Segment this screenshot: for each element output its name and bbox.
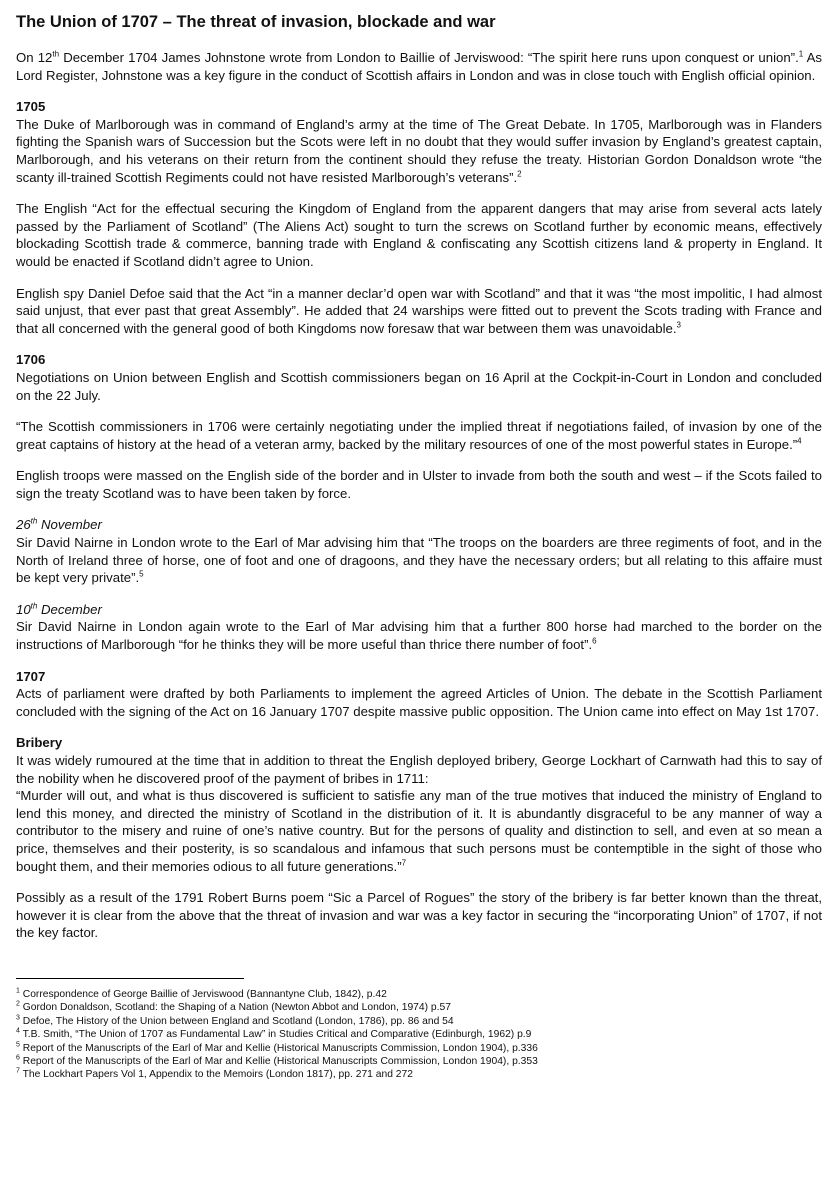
intro-text-b: December 1704 James Johnstone wrote from London to Baillie of Jerviswood: “The spirit here runs upon conquest or union”. [59, 50, 799, 65]
footnote-number: 6 [16, 1054, 20, 1062]
paragraph-1705-aliens-act: The English “Act for the effectual securing the Kingdom of England from the apparent dangers that may arise from several acts lately passed by the Parliament of Scotland” (The Aliens Act) sought to turn the screws on Scotland further by economic means, effectively blockading Scottish trade & commerce, banning trade with England & confiscating any Scottish citizens land & property in England. It would be enacted if Scotland didn’t agree to Union. [16, 201, 822, 269]
paragraph-1707-acts: Acts of parliament were drafted by both Parliaments to implement the agreed Articles of Union. The debate in the Scottish Parliament concluded with the signing of the Act on 16 January 1707 despite massive public opposition. The Union came into effect on May 1st 1707. [16, 686, 822, 719]
date-10-december [16, 601, 822, 619]
footnote-6 [16, 1055, 822, 1068]
footnote-number: 1 [16, 987, 20, 995]
footnote-2 [16, 1001, 822, 1014]
footnote-number: 7 [16, 1067, 20, 1075]
footnote-ref-3: 3 [676, 320, 681, 330]
date-day: 10 [16, 601, 31, 617]
date-day: 26 [16, 517, 31, 533]
footnote-5 [16, 1042, 822, 1055]
date-26-november [16, 516, 822, 534]
paragraph-text: Sir David Nairne in London again wrote to the Earl of Mar advising him that a further 800 horse had marched to the border on the instructions of Marlborough “for he thinks they will be more useful than thrice there number of foot”. [16, 619, 822, 653]
intro-text-a: On 12 [16, 50, 53, 65]
lockhart-quote [16, 787, 822, 875]
footnote-text: Defoe, The History of the Union between England and Scotland (London, 1786), pp. 86 and 54 [19, 1015, 454, 1027]
bribery-section [16, 752, 822, 875]
footnote-ref-7: 7 [401, 858, 407, 868]
heading-1705: 1705 [16, 99, 46, 115]
paragraph-1706-negotiations: Negotiations on Union between English and Scottish commissioners began on 16 April at the Cockpit-in-Court in London and concluded on the 22 July. [16, 369, 822, 403]
date-month: November [37, 517, 102, 533]
footnote-ref-2: 2 [517, 169, 522, 179]
footnote-ref-6: 6 [592, 636, 597, 646]
footnote-text: T.B. Smith, “The Union of 1707 as Fundamental Law” in Studies Critical and Comparative (Edinburgh, 1962) p.9 [19, 1029, 532, 1041]
ordinal-suffix: th [30, 601, 38, 611]
heading-bribery: Bribery [16, 735, 63, 751]
footnote-text: Report of the Manuscripts of the Earl of Mar and Kellie (Historical Manuscripts Commission, London 1904), p.336 [19, 1042, 538, 1054]
footnote-divider [16, 978, 244, 979]
quote-text: “Murder will out, and what is thus discovered is sufficient to satisfie any man of the true motives that induced the ministry of England to lend this money, and directed the ministry of Scotland in the distribution of it. It is abundantly disgraceful to be any manner of way a contributor to the misery and ruine of one’s native country. But for the persons of quality and distinction to sell, and even at so mean a price, themselves and their posterity, is so scandalous and infamous that such persons must be contemptible in the sight of those who bought them, and their memories odious to all future generations.” [16, 788, 822, 874]
heading-1706: 1706 [16, 352, 46, 368]
footnote-text: Report of the Manuscripts of the Earl of Mar and Kellie (Historical Manuscripts Commission, London 1904), p.353 [19, 1055, 538, 1067]
paragraph-1706-quote [16, 418, 822, 453]
paragraph-text: The Duke of Marlborough was in command of England’s army at the time of The Great Debate. In 1705, Marlborough was in Flanders fighting the Spanish wars of Succession but the Scots were left in no doubt that they would suffer invasion by England’s greatest captain, Marlborough, and his veterans on their return from the continent should they refuse the treaty. Historian Gordon Donaldson wrote “the scanty ill-trained Scottish Regiments could not have resisted Marlborough’s veterans”. [16, 116, 822, 185]
ordinal-suffix: th [52, 49, 60, 59]
intro-text-c: As Lord Register, Johnstone was a key figure in the conduct of Scottish affairs in London and was in close touch with English official opinion. [16, 50, 822, 83]
heading-1707: 1707 [16, 668, 46, 684]
ordinal-suffix: th [30, 517, 38, 527]
document-title: The Union of 1707 – The threat of invasion, blockade and war [16, 13, 496, 31]
paragraph-conclusion: Possibly as a result of the 1791 Robert Burns poem “Sic a Parcel of Rogues” the story of the bribery is far better known than the threat, however it is clear from the above that the threat of invasion and war was a key factor in securing the “incorporating Union” of 1707, if not the key factor. [16, 890, 822, 941]
bribery-intro: It was widely rumoured at the time that in addition to threat the English deployed bribery, George Lockhart of Carnwath had this to say of the nobility when he discovered proof of the payment of bribes in 1711: [16, 753, 822, 786]
date-month: December [37, 601, 102, 617]
footnote-ref-5: 5 [139, 569, 144, 579]
footnote-number: 3 [16, 1014, 20, 1022]
footnote-text: Correspondence of George Baillie of Jerviswood (Bannantyne Club, 1842), p.42 [19, 988, 387, 1000]
paragraph-december-letter [16, 618, 822, 653]
paragraph-1705-marlborough [16, 116, 822, 186]
footnote-1 [16, 988, 822, 1001]
footnote-ref-4: 4 [797, 436, 802, 446]
footnote-text: The Lockhart Papers Vol 1, Appendix to the Memoirs (London 1817), pp. 271 and 272 [19, 1069, 413, 1081]
footnote-ref-1: 1 [798, 49, 804, 59]
paragraph-1706-troops: English troops were massed on the English side of the border and in Ulster to invade from both the south and west – if the Scots failed to sign the treaty Scotland was to have been taken by force. [16, 468, 822, 501]
footnote-number: 4 [16, 1027, 20, 1035]
footnote-number: 2 [16, 1000, 20, 1008]
paragraph-text: “The Scottish commissioners in 1706 were certainly negotiating under the implied threat if negotiations failed, of invasion by one of the great captains of history at the head of a veteran army, backed by the military resources of one of the most powerful states in Europe.” [16, 419, 822, 452]
footnote-text: Gordon Donaldson, Scotland: the Shaping of a Nation (Newton Abbot and London, 1974) p.57 [19, 1002, 451, 1014]
paragraph-text: English spy Daniel Defoe said that the Act “in a manner declar’d open war with Scotland” and that it was “the most impolitic, I had almost said unjust, that ever past that great Assembly”. He added that 24 warships were fitted out to prevent the Scots trading with France and that all concerned with the general good of both Kingdoms now foresaw that war between them was unavoidable. [16, 285, 822, 336]
footnotes [16, 988, 822, 1082]
footnote-number: 5 [16, 1041, 20, 1049]
document-page [16, 12, 822, 1082]
intro-paragraph [16, 49, 822, 84]
paragraph-text: Sir David Nairne in London wrote to the Earl of Mar advising him that “The troops on the boarders are three regiments of foot, and in the North of Ireland three of horse, one of foot and one of dragoons, and they have the necessary orders; but all relating to this affaire must be kept very private”. [16, 535, 822, 586]
footnote-3 [16, 1015, 822, 1028]
footnote-7 [16, 1068, 822, 1081]
paragraph-november-letter [16, 534, 822, 587]
footnote-4 [16, 1028, 822, 1041]
paragraph-1705-defoe [16, 285, 822, 338]
